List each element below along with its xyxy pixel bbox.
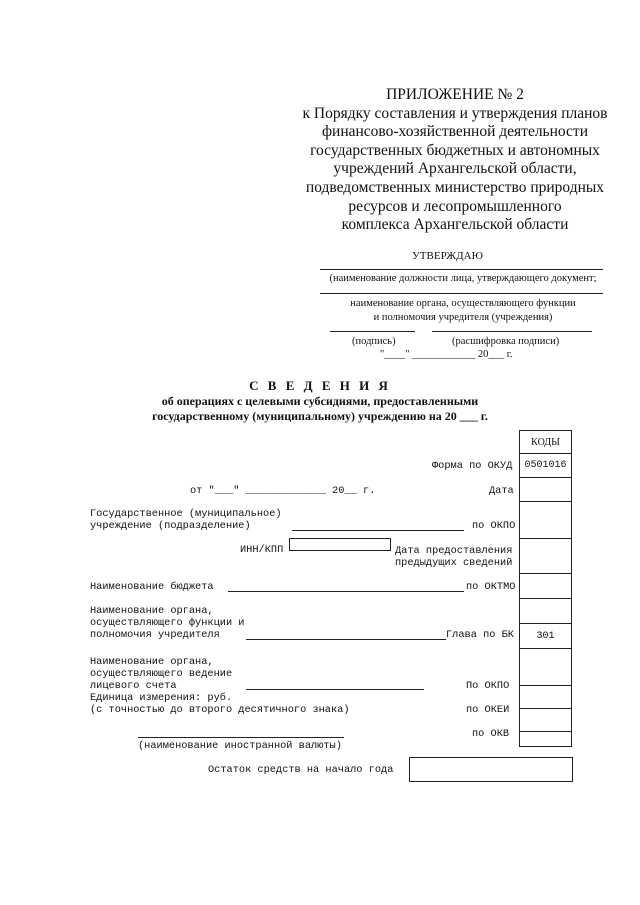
codes-header-cell <box>519 430 572 454</box>
title-line-2: об операциях с целевыми субсидиями, предоставленными <box>161 394 479 408</box>
precision-label: (с точностью до второго десятичного знака) <box>90 704 350 716</box>
bk-label: Глава по БК <box>446 629 514 641</box>
official-line[interactable] <box>320 269 603 270</box>
title-line-3: государственному (муниципальному) учреждению на 20 ___ г. <box>152 409 488 423</box>
organ-caption-2: и полномочия учредителя (учреждения) <box>373 312 553 323</box>
organ-blank-cell[interactable] <box>519 598 572 624</box>
report-date[interactable]: от "___" _____________ 20__ г. <box>190 485 376 497</box>
organ-line[interactable] <box>320 293 603 294</box>
approval-date[interactable]: "____" ____________ 20___ г. <box>380 349 513 360</box>
balance-label: Остаток средств на начало года <box>208 764 394 776</box>
submission-label-1: Дата предоставления <box>395 545 513 557</box>
decoding-line[interactable] <box>432 331 592 332</box>
official-caption: (наименование должности лица, утверждающего документ; <box>329 273 597 284</box>
okei-cell[interactable] <box>519 708 572 732</box>
organ-label-3: полномочия учредителя <box>90 629 220 641</box>
currency-caption: (наименование иностранной валюты) <box>138 740 342 752</box>
oktmo-cell[interactable] <box>519 573 572 599</box>
appendix-line: финансово-хозяйственной деятельности <box>321 123 589 141</box>
okv-cell[interactable] <box>519 731 572 747</box>
okei-label: по ОКЕИ <box>466 704 510 716</box>
okud-value: 0501016 <box>524 460 567 471</box>
signature-line[interactable] <box>330 331 415 332</box>
date-cell[interactable] <box>519 477 572 502</box>
appendix-line: к Порядку составления и утверждения планов <box>302 104 608 122</box>
okpo2-label: По ОКПО <box>466 680 510 692</box>
decoding-caption: (расшифровка подписи) <box>452 336 560 347</box>
codes-header: КОДЫ <box>531 436 560 448</box>
organ-field[interactable] <box>246 639 446 640</box>
currency-field[interactable] <box>138 737 344 738</box>
appendix-line: учреждений Архангельской области, <box>333 160 577 178</box>
bk-value: 301 <box>536 630 555 642</box>
okv-label: по ОКВ <box>472 728 510 740</box>
account-label-2: осуществляющего ведение <box>90 668 233 680</box>
account-label-3: лицевого счета <box>90 680 177 692</box>
appendix-line: ПРИЛОЖЕНИЕ № 2 <box>386 86 524 103</box>
title-main: С В Е Д Е Н И Я <box>249 378 391 393</box>
oktmo-label: по ОКТМО <box>466 581 516 593</box>
appendix-line: государственных бюджетных и автономных <box>310 141 600 159</box>
organ-label-2: осуществляющего функции и <box>90 617 245 629</box>
institution-label-1: Государственное (муниципальное) <box>90 508 282 520</box>
appendix-line: подведомственных министерство природных <box>305 178 605 196</box>
account-blank-cell[interactable] <box>519 648 572 686</box>
institution-field[interactable] <box>292 530 464 531</box>
inn-label: ИНН/КПП <box>240 544 284 556</box>
budget-label: Наименование бюджета <box>90 581 214 593</box>
submission-label-2: предыдущих сведений <box>395 557 513 569</box>
budget-field[interactable] <box>228 591 464 592</box>
okpo2-cell[interactable] <box>519 685 572 709</box>
inn-input[interactable] <box>289 538 391 551</box>
appendix-line: комплекса Архангельской области <box>341 216 569 234</box>
account-label-1: Наименование органа, <box>90 656 214 668</box>
okud-cell[interactable] <box>519 453 572 478</box>
organ-label-1: Наименование органа, <box>90 605 214 617</box>
okud-label: Форма по ОКУД <box>432 460 513 472</box>
account-field[interactable] <box>246 689 424 690</box>
submission-date-cell[interactable] <box>519 538 572 574</box>
okpo-label: по ОКПО <box>472 520 516 532</box>
appendix-line: ресурсов и лесопромышленного <box>348 197 562 215</box>
appendix-header <box>290 86 620 235</box>
organ-caption-1: наименование органа, осуществляющего функции <box>350 298 576 309</box>
bk-cell[interactable] <box>519 623 572 649</box>
approve-heading: УТВЕРЖДАЮ <box>412 250 483 262</box>
date-label: Дата <box>489 485 514 497</box>
signature-caption: (подпись) <box>352 336 396 347</box>
document-title <box>100 378 540 424</box>
balance-input[interactable] <box>409 757 573 782</box>
unit-label: Единица измерения: руб. <box>90 692 233 704</box>
okpo-cell[interactable] <box>519 501 572 539</box>
institution-label-2: учреждение (подразделение) <box>90 520 251 532</box>
